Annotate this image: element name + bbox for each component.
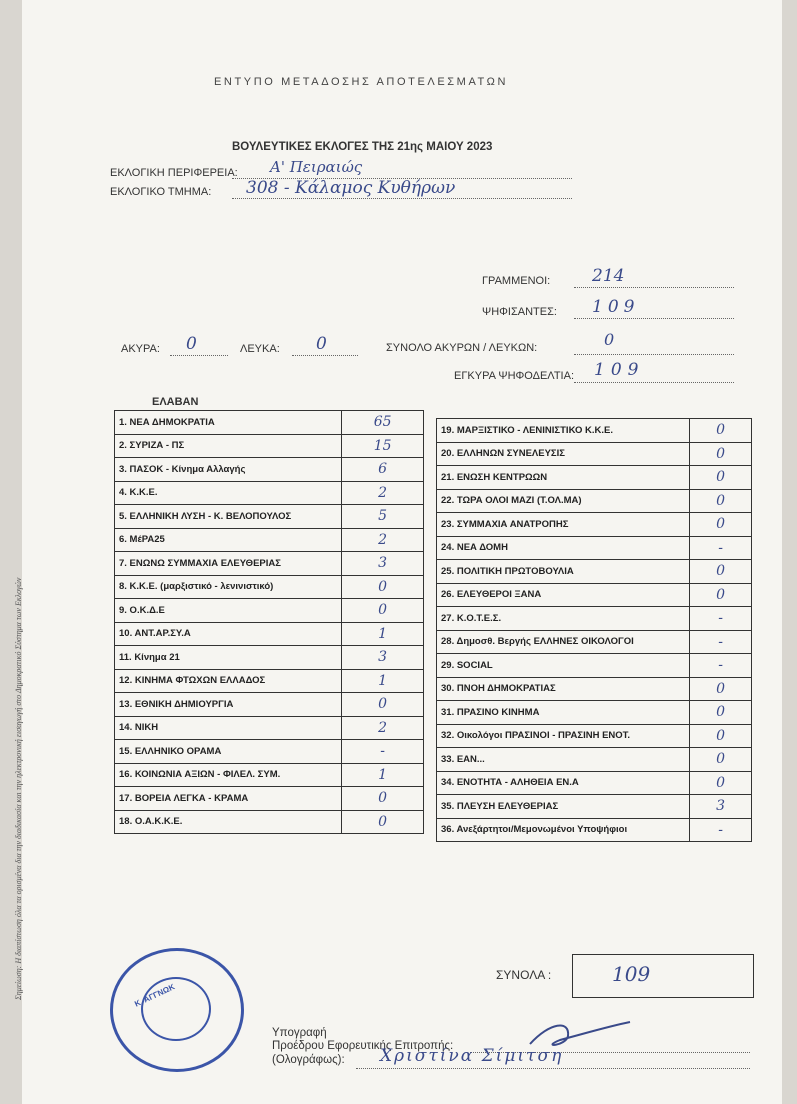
- party-votes: 0: [342, 787, 424, 811]
- party-name: 3. ΠΑΣΟΚ - Κίνημα Αλλαγής: [115, 458, 342, 482]
- table-row: [115, 552, 424, 576]
- party-name: 30. ΠΝΟΗ ΔΗΜΟΚΡΑΤΙΑΣ: [437, 677, 690, 701]
- party-name: 16. ΚΟΙΝΩΝΙΑ ΑΞΙΩΝ - ΦΙΛΕΛ. ΣΥΜ.: [115, 763, 342, 787]
- section-line: [232, 198, 572, 199]
- valid-line: [574, 382, 734, 383]
- party-name: 15. ΕΛΛΗΝΙΚΟ ΟΡΑΜΑ: [115, 740, 342, 764]
- table-row: [115, 669, 424, 693]
- table-row: [115, 763, 424, 787]
- party-name: 9. Ο.Κ.Δ.Ε: [115, 599, 342, 623]
- stamp-inner-ring: [141, 977, 211, 1041]
- table-row: [115, 693, 424, 717]
- table-row: [437, 560, 752, 584]
- party-votes: 3: [342, 646, 424, 670]
- party-name: 29. SOCIAL: [437, 654, 690, 678]
- invalid-blank-total-line: [574, 354, 734, 355]
- party-name: 31. ΠΡΑΣΙΝΟ ΚΙΝΗΜΑ: [437, 701, 690, 725]
- table-row: [437, 513, 752, 537]
- signature-line2: Προέδρου Εφορευτικής Επιτροπής:: [272, 1040, 454, 1052]
- party-name: 33. ΕΑΝ...: [437, 748, 690, 772]
- voted-value: 109: [592, 297, 640, 317]
- party-name: 34. ΕΝΟΤΗΤΑ - ΑΛΗΘΕΙΑ ΕΝ.Α: [437, 771, 690, 795]
- totals-box: [572, 954, 754, 998]
- table-row: [115, 622, 424, 646]
- blank-label: ΛΕΥΚΑ:: [240, 343, 280, 355]
- table-row: [115, 458, 424, 482]
- table-row: [437, 607, 752, 631]
- registered-value: 214: [592, 266, 625, 286]
- party-votes: 0: [690, 513, 752, 537]
- table-row: [115, 505, 424, 529]
- table-row: [437, 630, 752, 654]
- totals-value: 109: [612, 962, 651, 986]
- party-name: 7. ΕΝΩΝΩ ΣΥΜΜΑΧΙΑ ΕΛΕΥΘΕΡΙΑΣ: [115, 552, 342, 576]
- signature-name-line: [356, 1068, 750, 1069]
- invalid-blank-total-value: 0: [604, 330, 615, 349]
- party-name: 5. ΕΛΛΗΝΙΚΗ ΛΥΣΗ - Κ. ΒΕΛΟΠΟΥΛΟΣ: [115, 505, 342, 529]
- table-row: [437, 748, 752, 772]
- voted-line: [574, 318, 734, 319]
- table-row: [115, 528, 424, 552]
- table-row: [115, 599, 424, 623]
- invalid-line: [170, 355, 228, 356]
- party-votes: 65: [342, 411, 424, 435]
- party-votes: 5: [342, 505, 424, 529]
- form-title: ΕΝΤΥΠΟ ΜΕΤΑΔΟΣΗΣ ΑΠΟΤΕΛΕΣΜΑΤΩΝ: [214, 76, 509, 88]
- table-row: [115, 481, 424, 505]
- blank-value: 0: [316, 334, 327, 354]
- table-row: [115, 646, 424, 670]
- party-votes: 0: [690, 560, 752, 584]
- party-votes: 0: [342, 693, 424, 717]
- left-party-table: [114, 410, 424, 834]
- registered-label: ΓΡΑΜΜΕΝΟΙ:: [482, 275, 551, 287]
- party-name: 14. ΝΙΚΗ: [115, 716, 342, 740]
- party-votes: 0: [690, 724, 752, 748]
- party-votes: -: [690, 818, 752, 842]
- party-votes: 0: [342, 575, 424, 599]
- party-name: 21. ΕΝΩΣΗ ΚΕΝΤΡΩΩΝ: [437, 466, 690, 490]
- election-subtitle: ΒΟΥΛΕΥΤΙΚΕΣ ΕΚΛΟΓΕΣ ΤΗΣ 21ης ΜΑΙΟΥ 2023: [232, 141, 493, 153]
- invalid-blank-total-label: ΣΥΝΟΛΟ ΑΚΥΡΩΝ / ΛΕΥΚΩΝ:: [386, 342, 538, 354]
- section-value: 308 - Κάλαμος Κυθήρων: [246, 178, 456, 198]
- region-label: ΕΚΛΟΓΙΚΗ ΠΕΡΙΦΕΡΕΙΑ:: [110, 167, 238, 179]
- valid-value: 109: [594, 360, 645, 380]
- party-votes: 0: [690, 583, 752, 607]
- party-name: 13. ΕΘΝΙΚΗ ΔΗΜΙΟΥΡΓΙΑ: [115, 693, 342, 717]
- party-votes: 2: [342, 481, 424, 505]
- party-votes: 6: [342, 458, 424, 482]
- section-label: ΕΚΛΟΓΙΚΟ ΤΜΗΜΑ:: [110, 186, 212, 198]
- party-votes: 1: [342, 622, 424, 646]
- party-votes: 2: [342, 528, 424, 552]
- party-name: 24. ΝΕΑ ΔΟΜΗ: [437, 536, 690, 560]
- party-votes: 1: [342, 669, 424, 693]
- table-row: [437, 677, 752, 701]
- party-name: 26. ΕΛΕΥΘΕΡΟΙ ΞΑΝΑ: [437, 583, 690, 607]
- signature-line1: Υπογραφή: [272, 1027, 327, 1039]
- right-party-table: [436, 418, 752, 842]
- party-name: 32. Οικολόγοι ΠΡΑΣΙΝΟΙ - ΠΡΑΣΙΝΗ ΕΝΟΤ.: [437, 724, 690, 748]
- received-label: ΕΛΑΒΑΝ: [152, 396, 199, 408]
- table-row: [437, 795, 752, 819]
- party-votes: -: [690, 536, 752, 560]
- valid-label: ΕΓΚΥΡΑ ΨΗΦΟΔΕΛΤΙΑ:: [454, 370, 574, 382]
- party-name: 18. Ο.Α.Κ.Κ.Ε.: [115, 810, 342, 834]
- party-votes: -: [342, 740, 424, 764]
- party-name: 10. ΑΝΤ.ΑΡ.ΣΥ.Α: [115, 622, 342, 646]
- table-row: [115, 740, 424, 764]
- table-row: [437, 771, 752, 795]
- party-votes: -: [690, 654, 752, 678]
- party-votes: 15: [342, 434, 424, 458]
- blank-line: [292, 355, 358, 356]
- signature-line3: (Ολογράφως):: [272, 1054, 345, 1066]
- party-votes: 0: [690, 701, 752, 725]
- party-votes: 1: [342, 763, 424, 787]
- table-row: [437, 724, 752, 748]
- party-name: 22. ΤΩΡΑ ΟΛΟΙ ΜΑΖΙ (Τ.ΟΛ.ΜΑ): [437, 489, 690, 513]
- table-row: [115, 575, 424, 599]
- party-votes: 0: [342, 599, 424, 623]
- table-row: [437, 466, 752, 490]
- party-votes: -: [690, 607, 752, 631]
- invalid-label: ΑΚΥΡΑ:: [121, 343, 160, 355]
- table-row: [115, 434, 424, 458]
- table-row: [437, 818, 752, 842]
- party-name: 23. ΣΥΜΜΑΧΙΑ ΑΝΑΤΡΟΠΗΣ: [437, 513, 690, 537]
- table-row: [437, 654, 752, 678]
- table-row: [115, 787, 424, 811]
- party-name: 19. ΜΑΡΞΙΣΤΙΚΟ - ΛΕΝΙΝΙΣΤΙΚΟ Κ.Κ.Ε.: [437, 419, 690, 443]
- voted-label: ΨΗΦΙΣΑΝΤΕΣ:: [482, 306, 557, 318]
- party-votes: -: [690, 630, 752, 654]
- party-name: 4. Κ.Κ.Ε.: [115, 481, 342, 505]
- stamp-text: Κ. ΑΓΓΝΩΚ: [133, 982, 177, 1009]
- party-name: 6. ΜέΡΑ25: [115, 528, 342, 552]
- table-row: [115, 411, 424, 435]
- totals-label: ΣΥΝΟΛΑ :: [496, 968, 552, 982]
- party-votes: 0: [690, 677, 752, 701]
- table-row: [115, 810, 424, 834]
- party-name: 17. ΒΟΡΕΙΑ ΛΕΓΚΑ - ΚΡΑΜΑ: [115, 787, 342, 811]
- signature-name: Χριστίνα Σίμιτση: [380, 1046, 564, 1066]
- party-name: 8. Κ.Κ.Ε. (μαρξιστικό - λενινιστικό): [115, 575, 342, 599]
- table-row: [437, 583, 752, 607]
- side-note: Σημείωση: Η διαπίστωση όλα τα ορισμένα δια την διαδικασία και την ηλεκτρονική εισαγωγή στο Δημοκρατικό Σύστημα των Εκλογών: [14, 577, 23, 1000]
- party-votes: 0: [690, 771, 752, 795]
- table-row: [437, 442, 752, 466]
- party-votes: 3: [342, 552, 424, 576]
- party-votes: 2: [342, 716, 424, 740]
- region-value: Α' Πειραιώς: [270, 158, 363, 176]
- party-name: 12. ΚΙΝΗΜΑ ΦΤΩΧΩΝ ΕΛΛΑΔΟΣ: [115, 669, 342, 693]
- table-row: [437, 701, 752, 725]
- party-votes: 0: [690, 748, 752, 772]
- party-votes: 0: [342, 810, 424, 834]
- party-name: 35. ΠΛΕΥΣΗ ΕΛΕΥΘΕΡΙΑΣ: [437, 795, 690, 819]
- official-stamp: [110, 948, 244, 1072]
- table-row: [437, 419, 752, 443]
- party-votes: 0: [690, 466, 752, 490]
- party-name: 20. ΕΛΛΗΝΩΝ ΣΥΝΕΛΕΥΣΙΣ: [437, 442, 690, 466]
- table-row: [115, 716, 424, 740]
- invalid-value: 0: [186, 334, 197, 354]
- party-name: 1. ΝΕΑ ΔΗΜΟΚΡΑΤΙΑ: [115, 411, 342, 435]
- party-name: 11. Κίνημα 21: [115, 646, 342, 670]
- party-votes: 0: [690, 489, 752, 513]
- party-name: 27. Κ.Ο.Τ.Ε.Σ.: [437, 607, 690, 631]
- registered-line: [574, 287, 734, 288]
- party-votes: 0: [690, 419, 752, 443]
- table-row: [437, 536, 752, 560]
- party-name: 36. Ανεξάρτητοι/Μεμονωμένοι Υποψήφιοι: [437, 818, 690, 842]
- party-name: 25. ΠΟΛΙΤΙΚΗ ΠΡΩΤΟΒΟΥΛΙΑ: [437, 560, 690, 584]
- party-votes: 3: [690, 795, 752, 819]
- party-name: 28. Δημοσθ. Βεργής ΕΛΛΗΝΕΣ ΟΙΚΟΛΟΓΟΙ: [437, 630, 690, 654]
- table-row: [437, 489, 752, 513]
- party-votes: 0: [690, 442, 752, 466]
- party-name: 2. ΣΥΡΙΖΑ - ΠΣ: [115, 434, 342, 458]
